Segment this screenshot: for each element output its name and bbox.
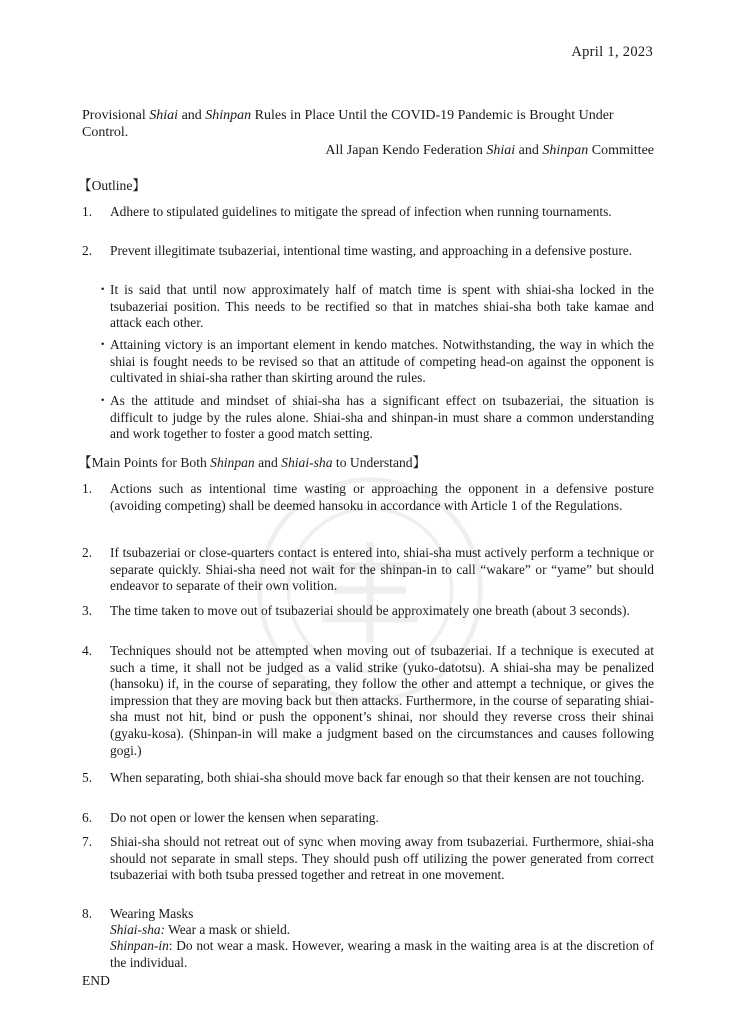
document-date: April 1, 2023: [571, 44, 653, 60]
main-points-heading: 【Main Points for Both Shinpan and Shiai-sha to Understand】: [78, 455, 427, 470]
mask-rule-shinpan-in: Shinpan-in: Do not wear a mask. However, wearing a mask in the waiting area is at the discretion of the individual.: [110, 938, 654, 970]
mask-rule-shiai-sha: Shiai-sha: Wear a mask or shield.: [110, 922, 291, 937]
document-title: Provisional Shiai and Shinpan Rules in Place Until the COVID-19 Pandemic is Brought Under Control.: [82, 108, 614, 140]
outline-heading: 【Outline】: [78, 178, 146, 193]
committee-attribution: All Japan Kendo Federation Shiai and Shinpan Committee: [325, 143, 654, 158]
end-marker: END: [82, 973, 110, 988]
